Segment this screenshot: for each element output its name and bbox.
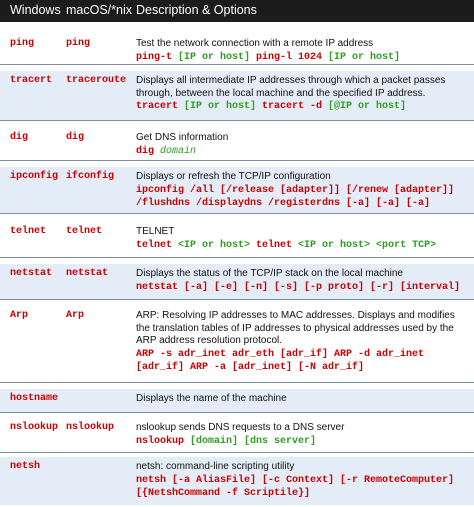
syntax-command: dig (136, 145, 161, 157)
mac-command: telnet (66, 226, 103, 237)
description-text: TELNET (136, 226, 175, 237)
row-separator (0, 257, 474, 258)
windows-command: netstat (10, 268, 53, 279)
row-nslookup (0, 418, 474, 450)
mac-command: ping (66, 38, 91, 49)
mac-command: Arp (66, 310, 85, 321)
description-cell (136, 461, 470, 501)
mac-command: nslookup (66, 422, 115, 433)
syntax-command: [adr_if] ARP -a [adr_inet] [-N adr_if] (136, 362, 365, 373)
syntax-line (136, 349, 470, 362)
description-text: ARP: Resolving IP addresses to MAC addresses. Displays and modifies the translation tables of IP addresses to physical addresses used by the ARP address resolution protocol. (136, 310, 455, 346)
syntax-command: netstat [-a] [-e] [-n] [-s] [-p proto] [-r] [interval] (136, 281, 461, 293)
row-ping (0, 34, 474, 64)
row-separator (0, 120, 474, 121)
description-cell (136, 226, 470, 252)
description-text: Test the network connection with a remote IP address (136, 38, 374, 49)
row-separator (0, 64, 474, 65)
syntax-line (136, 475, 470, 488)
header-windows: Windows (10, 3, 61, 17)
description-cell (136, 132, 470, 158)
description-text: Displays the status of the TCP/IP stack on the local machine (136, 268, 403, 279)
description-text: Displays or refresh the TCP/IP configuration (136, 171, 331, 182)
windows-command: ipconfig (10, 171, 59, 182)
syntax-command: telnet (136, 239, 173, 251)
description-cell (136, 75, 470, 114)
description-text: Displays the name of the machine (136, 393, 287, 404)
syntax-argument: [@IP or host] (322, 101, 407, 112)
row-separator (0, 160, 474, 161)
syntax-command: ping-t (136, 51, 173, 63)
syntax-line (136, 198, 470, 211)
mac-command: netstat (66, 268, 109, 279)
table-header (0, 0, 474, 22)
description-cell (136, 171, 470, 211)
row-dig (0, 128, 474, 158)
row-netstat (0, 264, 474, 299)
description-text: Displays all intermediate IP addresses through which a packet passes through, between the local machine and the specified IP address. (136, 75, 446, 99)
syntax-argument: [IP or host] (172, 51, 257, 63)
header-description-options: Description & Options (136, 3, 257, 17)
windows-command: dig (10, 132, 29, 143)
syntax-line (136, 362, 470, 375)
syntax-line (136, 101, 470, 114)
row-separator (0, 213, 474, 214)
description-cell (136, 38, 470, 64)
description-text: netsh: command-line scripting utility (136, 461, 295, 472)
row-separator (0, 299, 474, 300)
syntax-command: ping-l 1024 (256, 51, 323, 63)
row-separator (0, 412, 474, 413)
row-arp (0, 306, 474, 382)
windows-command: tracert (10, 75, 53, 86)
syntax-placeholder: domain (160, 145, 197, 157)
syntax-command: telnet (256, 239, 293, 251)
windows-command: netsh (10, 461, 41, 472)
syntax-argument: [IP or host] (178, 101, 263, 112)
windows-command: telnet (10, 226, 47, 237)
syntax-command: /flushdns /displaydns /registerdns [-a] [-a] [-a] (136, 198, 431, 209)
syntax-line (136, 436, 470, 449)
description-cell (136, 268, 470, 294)
syntax-command: netsh [-a AliasFile] [-c Context] [-r RemoteComputer] (136, 474, 455, 486)
mac-command: dig (66, 132, 85, 143)
syntax-command: tracert -d (262, 101, 323, 112)
header-macos-nix: macOS/*nix (66, 3, 132, 17)
windows-command: hostname (10, 393, 59, 404)
syntax-line (136, 146, 470, 159)
row-separator (0, 382, 474, 383)
syntax-command: tracert (136, 101, 179, 112)
row-tracert (0, 71, 474, 120)
syntax-command: nslookup (136, 435, 185, 447)
description-text: nslookup sends DNS requests to a DNS server (136, 422, 345, 433)
syntax-line (136, 488, 470, 501)
syntax-argument: [IP or host] (322, 51, 401, 63)
syntax-line (136, 52, 470, 65)
windows-command: ping (10, 38, 35, 49)
row-telnet (0, 222, 474, 254)
row-netsh (0, 457, 474, 505)
syntax-line (136, 282, 470, 295)
syntax-command: ARP -s adr_inet adr_eth [adr_if] ARP -d adr_inet (136, 348, 425, 360)
syntax-argument: [domain] [dns server] (184, 435, 317, 447)
description-text: Get DNS information (136, 132, 229, 143)
syntax-command: [{NetshCommand -f Scriptile}] (136, 488, 311, 499)
row-separator (0, 452, 474, 453)
windows-command: nslookup (10, 422, 59, 433)
description-cell (136, 310, 470, 375)
syntax-argument: <IP or host> <port TCP> (292, 239, 437, 251)
description-cell (136, 422, 470, 448)
syntax-line (136, 240, 470, 253)
syntax-command: ipconfig /all [/release [adapter]] [/renew [adapter]] (136, 184, 455, 196)
syntax-line (136, 185, 470, 198)
windows-command: Arp (10, 310, 29, 321)
row-hostname (0, 389, 474, 412)
description-cell (136, 393, 470, 406)
row-ipconfig (0, 167, 474, 213)
mac-command: traceroute (66, 75, 127, 86)
mac-command: ifconfig (66, 171, 115, 182)
syntax-argument: <IP or host> (172, 239, 257, 251)
